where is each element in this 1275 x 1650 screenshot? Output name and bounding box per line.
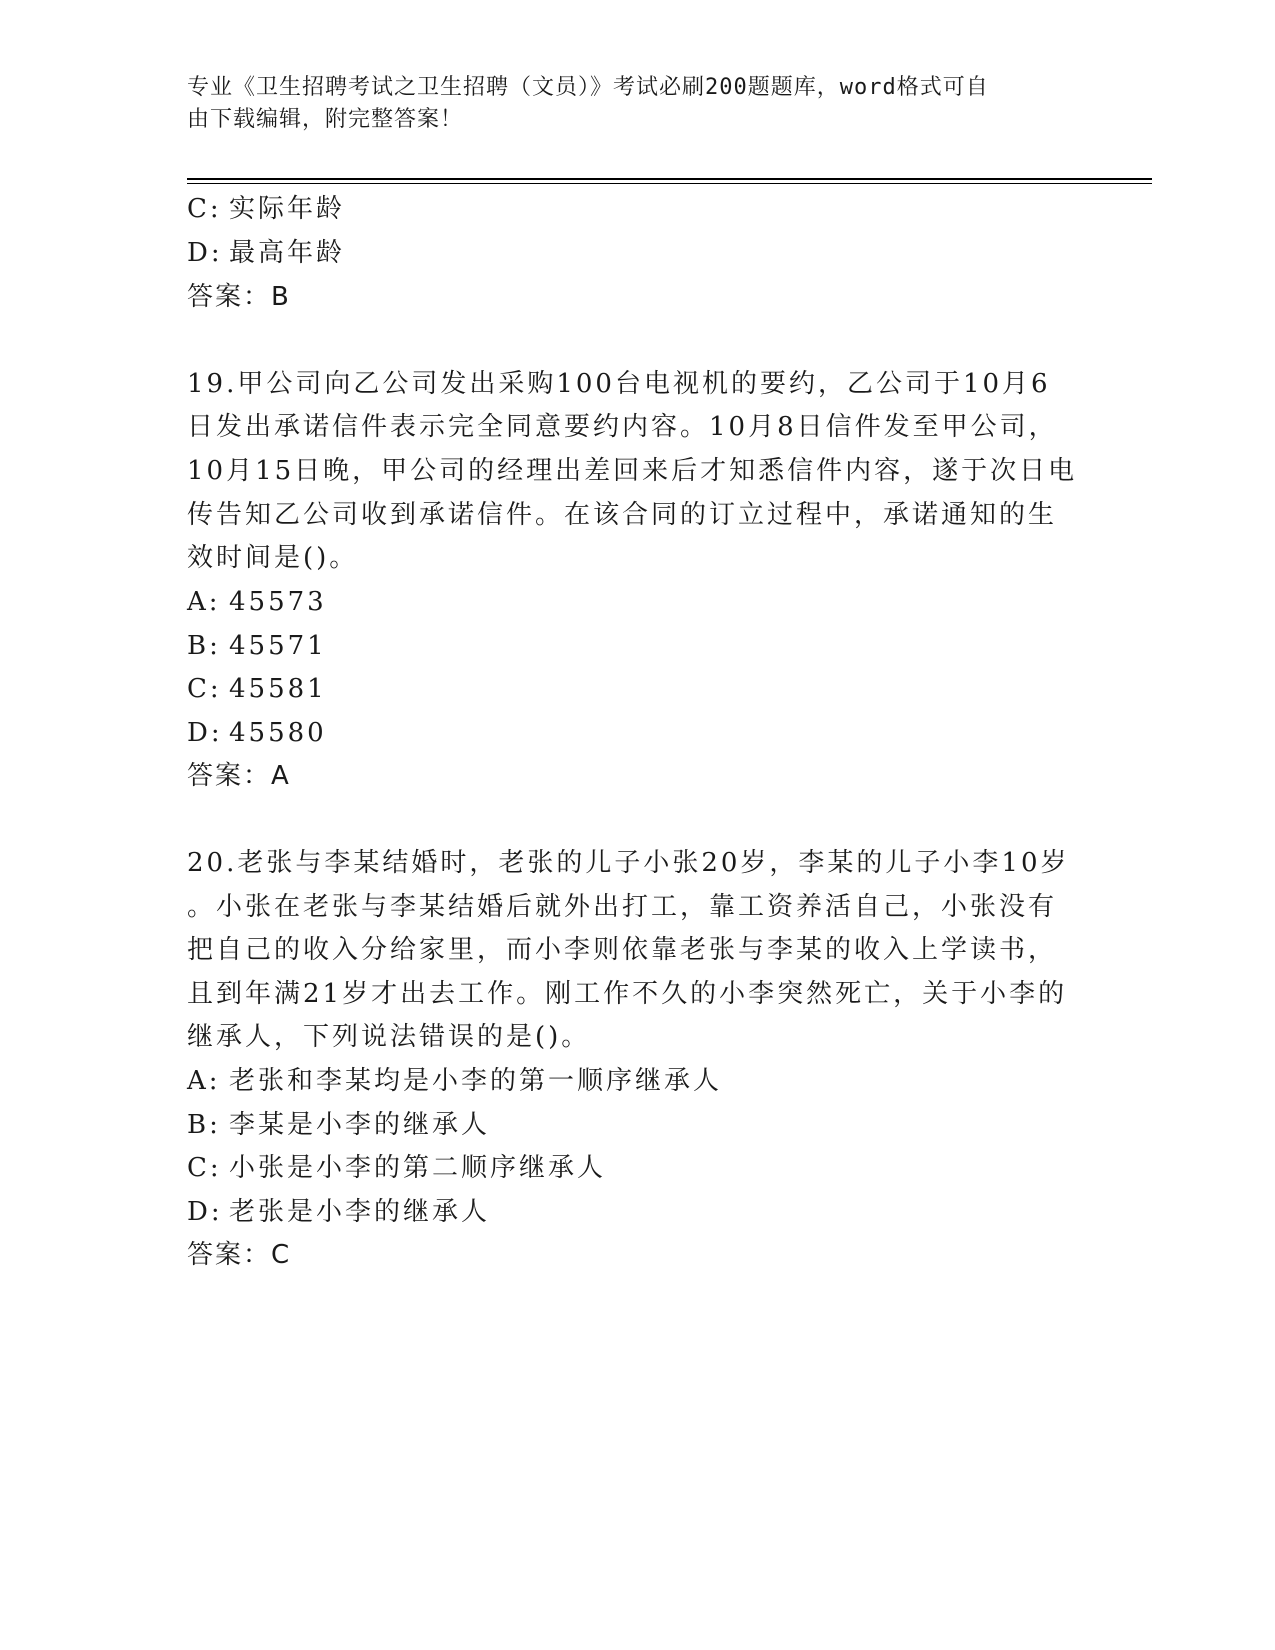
- q20-answer: 答案：C: [187, 1240, 292, 1270]
- option-letter: D:: [187, 238, 223, 268]
- q20-line-1: 20.老张与李某结婚时，老张的儿子小张20岁，李某的儿子小李10岁: [187, 848, 1070, 878]
- q19-line-5: 效时间是()。: [187, 543, 359, 573]
- option-text: 小张是小李的第二顺序继承人: [229, 1153, 607, 1183]
- option-letter: C:: [187, 194, 222, 224]
- option-text: 李某是小李的继承人: [229, 1110, 491, 1140]
- option-text: 实际年龄: [229, 194, 346, 224]
- q20-option-b: [187, 1107, 490, 1143]
- q20-line-3: 把自己的收入分给家里，而小李则依靠老张与李某的收入上学读书，: [187, 935, 1058, 965]
- q20-option-c: [187, 1150, 606, 1186]
- q19-option-c: [187, 671, 327, 707]
- header-line-2: 由下载编辑，附完整答案！: [187, 107, 464, 132]
- q20-line-4: 且到年满21岁才出去工作。刚工作不久的小李突然死亡，关于小李的: [187, 979, 1068, 1009]
- q20-line-2: 。小张在老张与李某结婚后就外出打工，靠工资养活自己，小张没有: [187, 892, 1058, 922]
- q19-option-b: [187, 628, 327, 664]
- header-rule-top: [187, 178, 1152, 180]
- q19-line-3: 10月15日晚，甲公司的经理出差回来后才知悉信件内容，遂于次日电: [187, 456, 1078, 486]
- header-line-1: 专业《卫生招聘考试之卫生招聘（文员）》考试必刷200题题库，word格式可自: [187, 75, 989, 100]
- option-letter: D:: [187, 1197, 223, 1227]
- q19-line-2: 日发出承诺信件表示完全同意要约内容。10月8日信件发至甲公司，: [187, 412, 1058, 442]
- prev-answer: 答案：B: [187, 282, 291, 312]
- option-text: 老张是小李的继承人: [229, 1197, 491, 1227]
- option-text: 45581: [229, 674, 327, 704]
- q20-line-5: 继承人，下列说法错误的是()。: [187, 1022, 591, 1052]
- option-text: 老张和李某均是小李的第一顺序继承人: [229, 1066, 723, 1096]
- q20-option-a: [187, 1063, 722, 1099]
- prev-option-c: [187, 191, 345, 227]
- option-letter: D:: [187, 718, 223, 748]
- option-letter: A:: [187, 587, 221, 617]
- document-header: [187, 72, 1067, 136]
- option-letter: B:: [187, 631, 221, 661]
- option-text: 最高年龄: [229, 238, 346, 268]
- option-letter: C:: [187, 1153, 222, 1183]
- header-rule-bottom: [187, 183, 1152, 184]
- option-letter: A:: [187, 1066, 221, 1096]
- option-text: 45571: [229, 631, 327, 661]
- q19-option-a: [187, 584, 327, 620]
- option-text: 45580: [229, 718, 327, 748]
- q19-line-1: 19.甲公司向乙公司发出采购100台电视机的要约，乙公司于10月6: [187, 369, 1051, 399]
- option-letter: B:: [187, 1110, 221, 1140]
- q19-answer: 答案：A: [187, 761, 291, 791]
- prev-option-d: [187, 235, 345, 271]
- option-letter: C:: [187, 674, 222, 704]
- option-text: 45573: [229, 587, 327, 617]
- q19-line-4: 传告知乙公司收到承诺信件。在该合同的订立过程中，承诺通知的生: [187, 500, 1058, 530]
- q20-option-d: [187, 1194, 490, 1230]
- q19-option-d: [187, 715, 327, 751]
